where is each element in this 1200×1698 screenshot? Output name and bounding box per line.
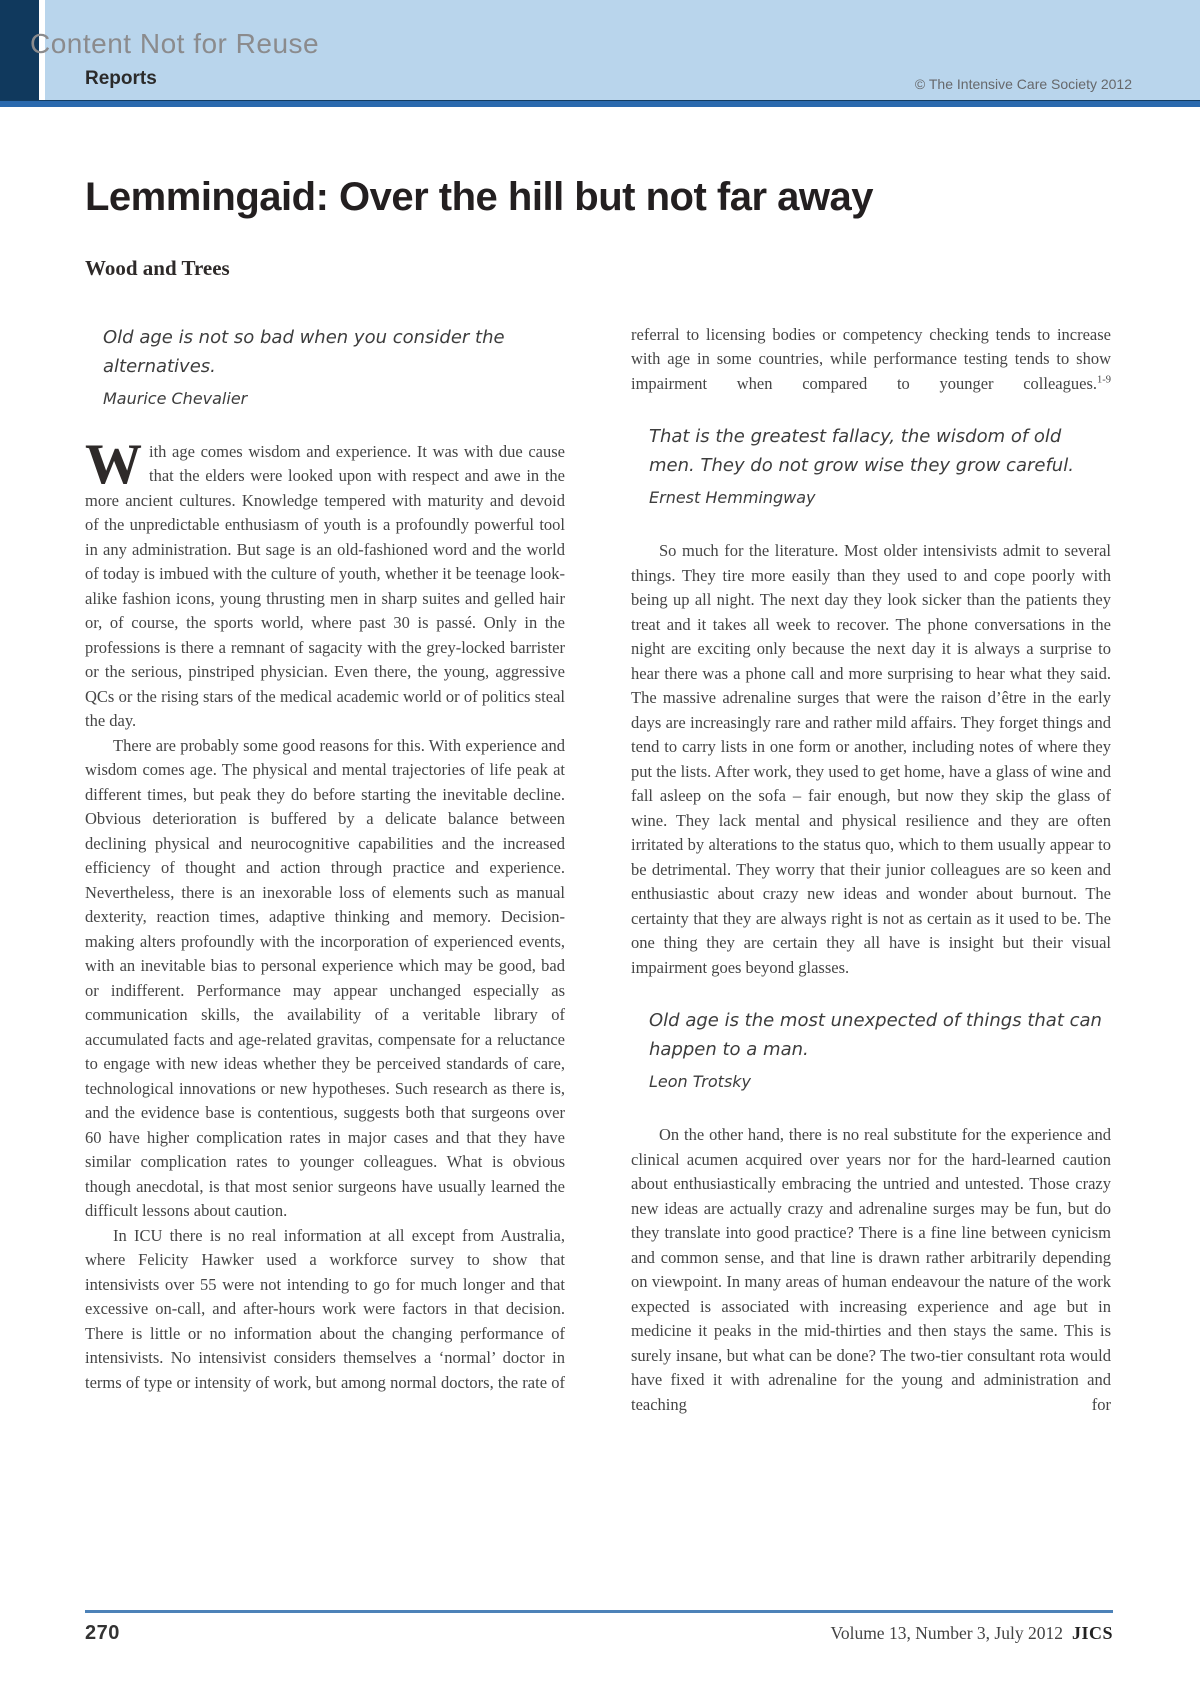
journal-header-band xyxy=(0,0,1200,100)
drop-cap: W xyxy=(85,432,142,496)
two-column-body xyxy=(85,323,1112,1573)
copyright-notice: © The Intensive Care Society 2012 xyxy=(914,76,1132,92)
article-title: Lemmingaid: Over the hill but not far away xyxy=(85,175,874,219)
quote-attribution: Ernest Hemmingway xyxy=(649,488,816,508)
paragraph-continuation xyxy=(631,323,1111,397)
left-column xyxy=(85,323,565,1573)
quote-attribution: Maurice Chevalier xyxy=(103,388,248,408)
pull-quote-chevalier xyxy=(103,323,565,410)
paragraph: So much for the literature. Most older intensivists admit to several things. They tire more easily than they used to and cope poorly with being up all night. The next day they look sicker than the patients they treat and it takes all week to recover. The phone conversations in the night are exciting only because the next day it is always a surprise to hear there was a phone call and more surprising to hear what they said. The massive adrenaline surges that were the raison d’être in the early days are increasingly rare and rather mild affairs. They forget things and tend to carry lists in one form or another, including notes of where they put the lists. After work, they used to get home, have a glass of wine and fall asleep on the sofa – fair enough, but now they skip the glass of wine. They lack mental and physical resilience and they are often irritated by alterations to the status quo, which to them usually appear to be detrimental. They worry that their junior colleagues are so keen and enthusiastic about crazy new ideas and wonder about burnout. The certainty that they are always right is not as certain as it used to be. The one thing they are certain they all have is insight but their visual impairment goes beyond glasses. xyxy=(631,541,1111,977)
paragraph: There are probably some good reasons for this. With experience and wisdom comes age. The physical and mental trajectories of life peak at different times, but peak they do before starting the inevitable decline. Obvious deterioration is buffered by a delicate balance between declining physical and neurocognitive capabilities and the increased efficiency of thought and action through practice and experience. Nevertheless, there is an inexorable loss of elements such as manual dexterity, reaction times, adaptive thinking and memory. Decision-making alters profoundly with the incorporation of experienced events, with an inevitable bias to personal experience which may be good, bad or indifferent. Performance may appear unchanged especially as communication skills, the availability of a veritable library of accumulated facts and age-related gravitas, compensate for a reluctance to engage with new ideas whether they be perceived standards of care, technological innovations or new hypotheses. Such research as there is, and the evidence base is contentious, suggests both that surgeons over 60 have higher complication rates in major cases and that they have similar complication rates to younger colleagues. What is obvious though anecdotal, is that most senior surgeons have usually learned the difficult lessons about caution. xyxy=(85,735,565,1221)
paragraph-text: referral to licensing bodies or competency checking tends to increase with age in some countries, while performance testing tends to show impairment when compared to younger colleagues. xyxy=(631,324,1111,393)
footer-issue-block xyxy=(830,1623,1113,1644)
page-footer xyxy=(85,1610,1113,1645)
quote-text: Old age is the most unexpected of things that can happen to a man. xyxy=(649,1010,1102,1061)
pull-quote-trotsky xyxy=(649,1006,1111,1093)
article-page xyxy=(0,107,1200,1573)
section-label: Reports xyxy=(85,68,157,89)
article-authors: Wood and Trees xyxy=(85,255,230,280)
right-column xyxy=(631,323,1111,1573)
issue-info: Volume 13, Number 3, July 2012 xyxy=(830,1623,1063,1643)
header-divider-rule xyxy=(0,100,1200,107)
quote-text: That is the greatest fallacy, the wisdom of old men. They do not grow wise they grow careful. xyxy=(649,426,1074,477)
paragraph-text: ith age comes wisdom and experience. It was with due cause that the elders were looked upon with respect and awe in the more ancient cultures. Knowledge tempered with maturity and devoid of the unpredictable enthusiasm of youth is a profoundly powerful tool in any administration. But sage is an old-fashioned word and the world of today is imbued with the culture of youth, whether it be teenage look-alike fashion icons, young thrusting men in sharp suites and gelled hair or, of course, the sports world, where past 30 is passé. Only in the professions is there a remnant of sagacity with the grey-locked barrister or the serious, pinstriped physician. Even there, the young, aggressive QCs or the rising stars of the medical academic world or of politics steal the day. xyxy=(85,441,565,731)
pull-quote-hemmingway xyxy=(649,422,1111,509)
paragraph-opening xyxy=(85,432,565,734)
quote-attribution: Leon Trotsky xyxy=(649,1072,752,1092)
journal-abbreviation: JICS xyxy=(1071,1623,1113,1643)
paragraph: In ICU there is no real information at all except from Australia, where Felicity Hawker used a workforce survey to show that intensivists over 55 were not intending to go for much longer and that excessive on-call, and after-hours work were factors in that decision. There is little or no information about the changing performance of intensivists. No intensivist considers themselves a ‘normal’ doctor in terms of type or intensity of work, but among normal doctors, the rate of xyxy=(85,1225,565,1392)
paragraph: On the other hand, there is no real substitute for the experience and clinical acumen acquired over years nor for the hard-learned caution about enthusiastically embracing the untried and untested. Those crazy new ideas are actually crazy and adrenaline surges may be fun, but do they translate into good practice? There is a fine line between cynicism and common sense, and that line is drawn rather arbitrarily depending on viewpoint. In many areas of human endeavour the nature of the work expected is associated with increasing experience and age but in medicine it peaks in the mid-thirties and then stays the same. This is surely insane, but what can be done? The two-tier consultant rota would have fixed it with adrenaline for the young and administration and teaching for xyxy=(631,1125,1111,1414)
content-reuse-watermark: Content Not for Reuse xyxy=(30,28,320,59)
page-number: 270 xyxy=(85,1622,120,1644)
quote-text: Old age is not so bad when you consider the alternatives. xyxy=(103,326,505,377)
reference-superscript: 1-9 xyxy=(1097,374,1111,386)
